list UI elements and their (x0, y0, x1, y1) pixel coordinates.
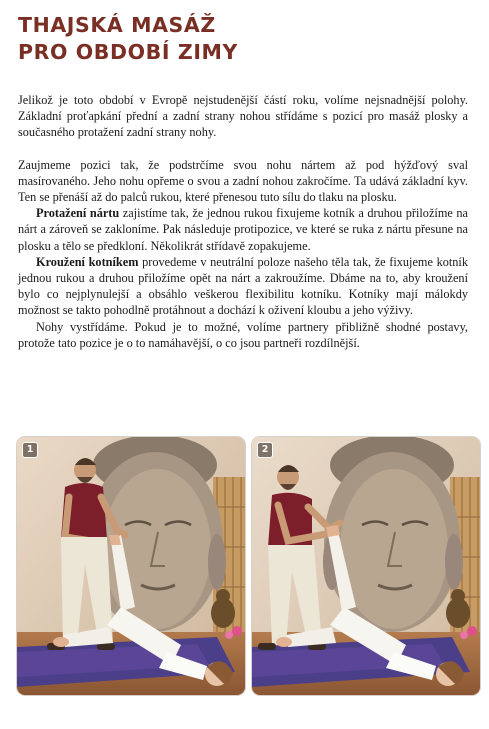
photo-number-badge: 1 (22, 442, 38, 458)
paragraph-switch-legs: Nohy vystřídáme. Pokud je to možné, volíme partnery přibližně shodné postavy, protože tato pozice je o to namáhavější, o co jsou partneři rozdílnější. (18, 319, 468, 350)
paragraph-position: Zaujmeme pozici tak, že podstrčíme svou nohu nártem až pod hýžďový sval masírovaného. Jeho nohu opřeme o svou a zadní nohou zakročíme. Ta udává základní kyv. Ten se přenáší až do palců rukou, které přenesou tuto sílu do tlaku na plosku. (18, 157, 468, 205)
ankle-circling-heading: Kroužení kotníkem (36, 254, 139, 269)
paragraph-ankle-circling (18, 254, 468, 319)
instep-stretch-text: zajistíme tak, že jednou rukou fixujeme kotník a druhou přiložíme na nárt a zároveň se zakloníme. Pak následuje protipozice, ve které se ruka z nártu přesune na plosku a tělo se předkloní. Několikrát střídavě zopakujeme. (18, 206, 468, 253)
page-title-line-1: THAJSKÁ MASÁŽ (18, 13, 216, 37)
photo-number-badge: 2 (257, 442, 273, 458)
massage-scene-illustration (252, 437, 480, 695)
paragraph-instep-stretch (18, 205, 468, 254)
article-body (18, 92, 468, 351)
page-title (18, 12, 458, 66)
page-title-line-2: PRO OBDOBÍ ZIMY (18, 40, 238, 64)
massage-photo-1 (17, 437, 245, 695)
paragraph-intro: Jelikož je toto období v Evropě nejstudenější částí roku, volíme nejsnadnější polohy. Základní proťapkání přední a zadní strany nohou střídáme s pozicí pro masáž plosky a současného protažení zadní strany nohy. (18, 93, 468, 140)
massage-scene-illustration (17, 437, 245, 695)
massage-photo-2 (252, 437, 480, 695)
ankle-circling-text: provedeme v neutrální poloze našeho těla tak, že fixujeme kotník jednou rukou a druhou přiložíme opět na nárt a zakroužíme. Dbáme na to, aby kroužení bylo co nejplynulejší a obsáhlo veškerou flexibilitu kotníku. Kotníky mají málokdy možnost se takto pohodlně protáhnout a dochází k oživení kloubu a jeho výživy. (18, 254, 468, 318)
instep-stretch-heading: Protažení nártu (36, 206, 120, 221)
